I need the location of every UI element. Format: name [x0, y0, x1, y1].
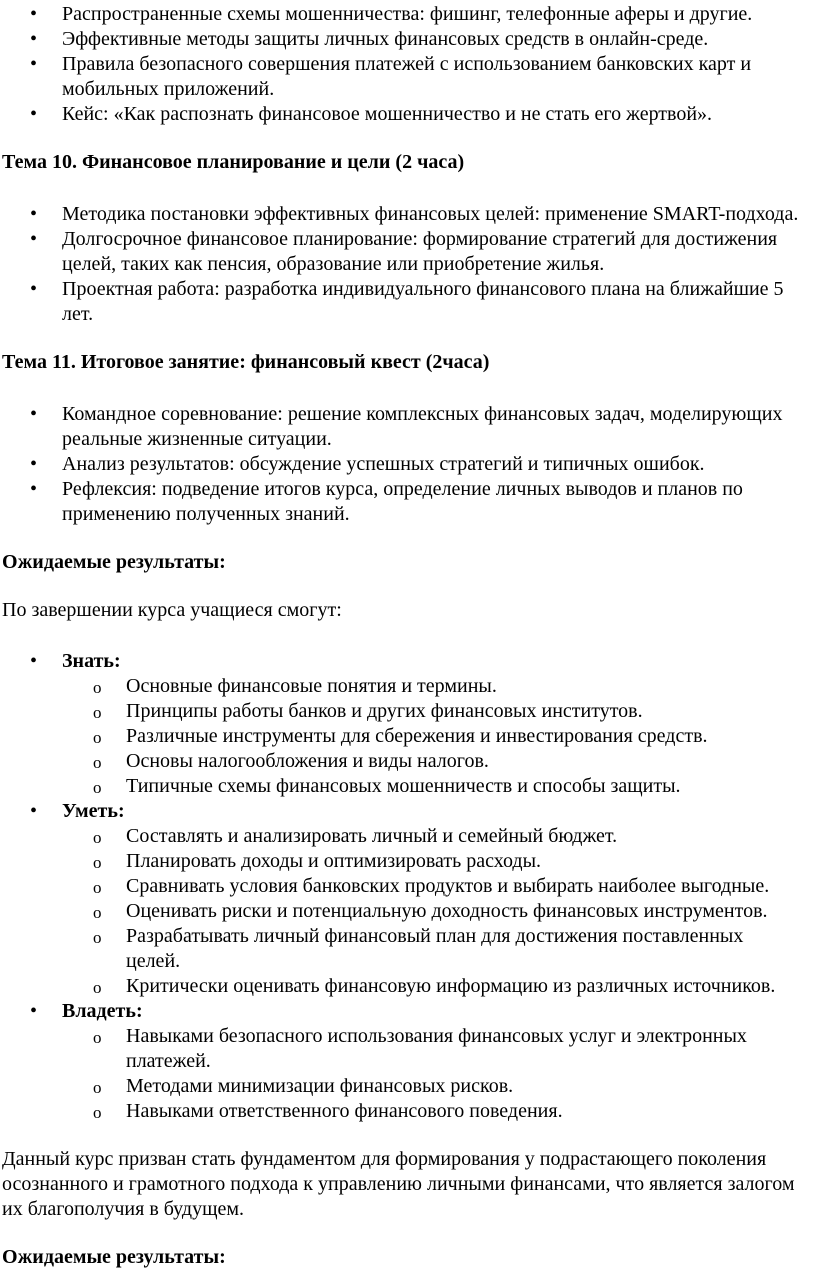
list-item: o Основные финансовые понятия и термины.	[0, 674, 802, 699]
topic-10-heading: Тема 10. Финансовое планирование и цели (2 часа)	[2, 151, 465, 173]
master-label: Владеть:	[62, 1000, 143, 1022]
can-label: Уметь:	[62, 800, 125, 822]
list-item: o Разрабатывать личный финансовый план для достижения поставленных целей.	[0, 924, 802, 974]
topic-10-list	[0, 202, 816, 327]
results-know	[0, 649, 816, 799]
conclusion-paragraph: Данный курс призван стать фундаментом для формирования у подрастающего поколения осознанного и грамотного подхода к управлению личными финансами, что является залогом их благополучия в будущем.	[2, 1148, 795, 1220]
list-item: o Навыками безопасного использования финансовых услуг и электронных платежей.	[0, 1024, 802, 1074]
list-item: • Методика постановки эффективных финансовых целей: применение SMART-подхода.	[0, 202, 816, 227]
master-sublist	[0, 1024, 802, 1124]
results-heading: Ожидаемые результаты:	[2, 551, 226, 573]
list-item: • Правила безопасного совершения платежей с использованием банковских карт и мобильных приложений.	[0, 52, 816, 102]
list-item: o Навыками ответственного финансового поведения.	[0, 1099, 802, 1124]
list-item: o Сравнивать условия банковских продуктов и выбирать наиболее выгодные.	[0, 874, 802, 899]
list-item: o Составлять и анализировать личный и семейный бюджет.	[0, 824, 802, 849]
results-intro: По завершении курса учащиеся смогут:	[2, 599, 342, 621]
can-sublist	[0, 824, 802, 999]
document-page	[0, 2, 816, 1284]
final-heading: Ожидаемые результаты:	[2, 1246, 226, 1268]
list-item: • Проектная работа: разработка индивидуального финансового плана на ближайшие 5 лет.	[0, 277, 816, 327]
list-item: o Оценивать риски и потенциальную доходность финансовых инструментов.	[0, 899, 802, 924]
list-item: o Типичные схемы финансовых мошенничеств и способы защиты.	[0, 774, 802, 799]
topic-11-list	[0, 402, 816, 527]
list-item: o Принципы работы банков и других финансовых институтов.	[0, 699, 802, 724]
list-item: o Основы налогообложения и виды налогов.	[0, 749, 802, 774]
list-item: • Командное соревнование: решение комплексных финансовых задач, моделирующих реальные жизненные ситуации.	[0, 402, 816, 452]
know-label: Знать:	[62, 650, 121, 672]
list-item: • Рефлексия: подведение итогов курса, определение личных выводов и планов по применению полученных знаний.	[0, 477, 816, 527]
list-item: • Долгосрочное финансовое планирование: формирование стратегий для достижения целей, таких как пенсия, образование или приобретение жилья.	[0, 227, 816, 277]
results-master	[0, 999, 816, 1124]
intro-bullet-list	[0, 2, 816, 127]
topic-11-heading: Тема 11. Итоговое занятие: финансовый квест (2часа)	[2, 351, 490, 373]
list-item: o Планировать доходы и оптимизировать расходы.	[0, 849, 802, 874]
list-item: • Распространенные схемы мошенничества: фишинг, телефонные аферы и другие.	[0, 2, 816, 27]
list-item: o Различные инструменты для сбережения и инвестирования средств.	[0, 724, 802, 749]
list-item: • Анализ результатов: обсуждение успешных стратегий и типичных ошибок.	[0, 452, 816, 477]
know-sublist	[0, 674, 802, 799]
list-item: o Критически оценивать финансовую информацию из различных источников.	[0, 974, 802, 999]
list-item: • Эффективные методы защиты личных финансовых средств в онлайн-среде.	[0, 27, 816, 52]
list-item: • Кейс: «Как распознать финансовое мошенничество и не стать его жертвой».	[0, 102, 816, 127]
results-can	[0, 799, 816, 999]
results-list	[0, 649, 816, 1124]
list-item: o Методами минимизации финансовых рисков.	[0, 1074, 802, 1099]
